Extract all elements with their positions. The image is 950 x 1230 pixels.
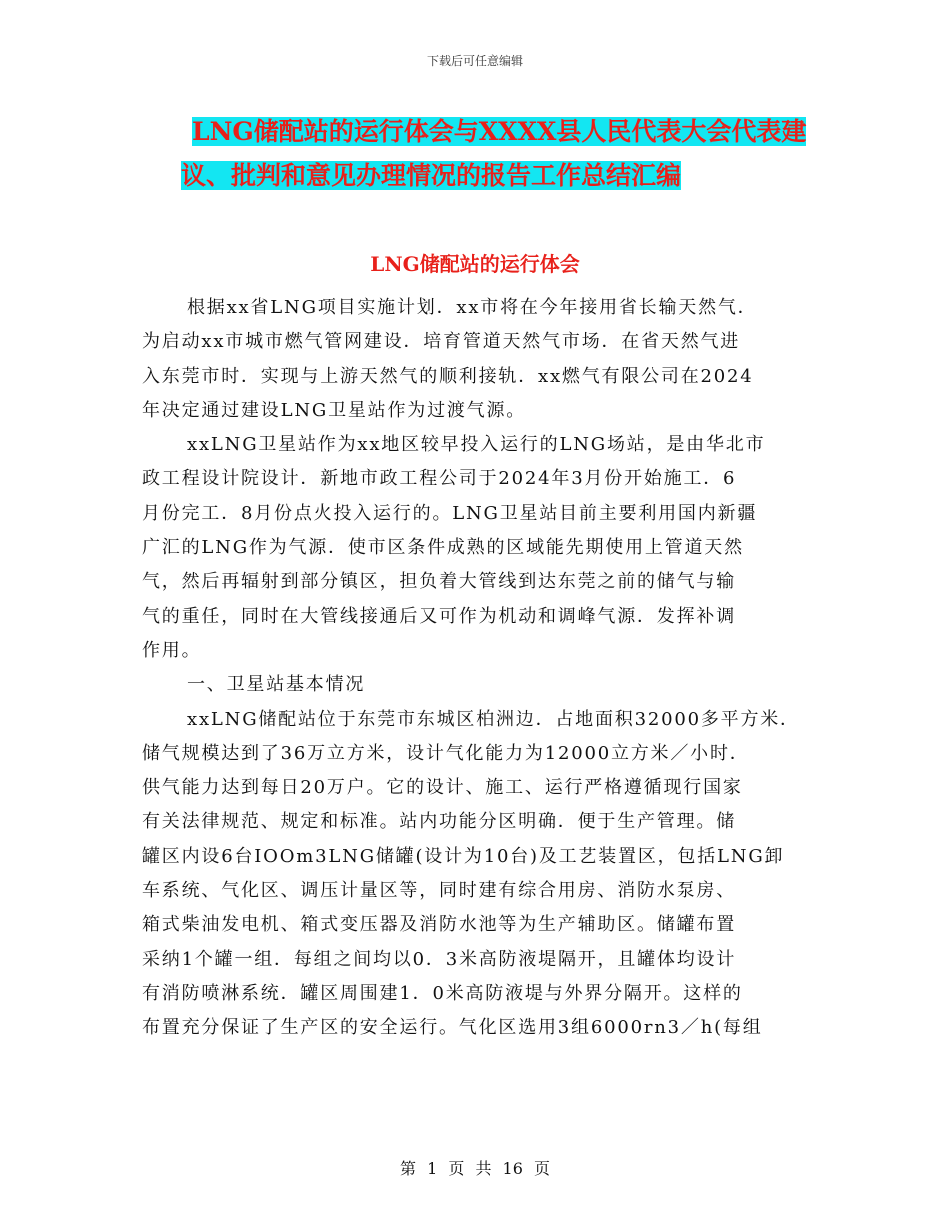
title-highlight-2: 议、批判和意见办理情况的报告工作总结汇编 [181, 161, 682, 190]
document-title [140, 110, 840, 198]
paragraph-line: 气，然后再辐射到部分镇区，担负着大管线到达东莞之前的储气与输 [142, 571, 736, 593]
body-text [142, 291, 807, 1046]
paragraph-line: 储气规模达到了36万立方米，设计气化能力为12000立方米／小时． [142, 742, 750, 764]
section-title: LNG储配站的运行体会 [370, 252, 580, 276]
paragraph-line: 入东莞市时．实现与上游天然气的顺利接轨．xx燃气有限公司在2024 [142, 365, 754, 387]
paragraph-line: 布置充分保证了生产区的安全运行。气化区选用3组6000rn3／h(每组 [142, 1017, 763, 1039]
paragraph-line: 月份完工．8月份点火投入运行的。LNG卫星站目前主要利用国内新疆 [142, 502, 758, 524]
document-title-line-2 [140, 154, 840, 198]
subsection-heading: 一、卫星站基本情况 [187, 674, 366, 696]
paragraph-line: 供气能力达到每日20万户。它的设计、施工、运行严格遵循现行国家 [142, 777, 743, 799]
paragraph-line: 有关法律规范、规定和标准。站内功能分区明确．便于生产管理。储 [142, 811, 736, 833]
paragraph-line: 作用。 [142, 639, 202, 661]
paragraph-line: 车系统、气化区、调压计量区等，同时建有综合用房、消防水泵房、 [142, 880, 736, 902]
paragraph-line: 为启动xx市城市燃气管网建设．培育管道天然气市场．在省天然气进 [142, 331, 741, 353]
document-title-line-1 [140, 110, 840, 154]
paragraph-line: 气的重任，同时在大管线接通后又可作为机动和调峰气源．发挥补调 [142, 605, 736, 627]
paragraph-line: xxLNG储配站位于东莞市东城区柏洲边．占地面积32000多平方米． [187, 708, 800, 730]
paragraph-line: 采纳1个罐一组．每组之间均以0．3米高防液堤隔开，且罐体均设计 [142, 948, 737, 970]
page-header: 下载后可任意编辑 [426, 54, 523, 68]
paragraph-line: 政工程设计院设计．新地市政工程公司于2024年3月份开始施工．6 [142, 468, 737, 490]
page-footer: 第 1 页 共 16 页 [400, 1159, 550, 1178]
title-highlight-1: LNG储配站的运行体会与XXXX县人民代表大会代表建 [192, 117, 807, 146]
paragraph-line: 有消防喷淋系统．罐区周围建1．0米高防液堤与外界分隔开。这样的 [142, 982, 743, 1004]
paragraph-line: 广汇的LNG作为气源．使市区条件成熟的区域能先期使用上管道天然 [142, 537, 744, 559]
paragraph-line: 根据xx省LNG项目实施计划．xx市将在今年接用省长输天然气． [187, 297, 758, 318]
paragraph-line: 年决定通过建设LNG卫星站作为过渡气源。 [142, 399, 527, 421]
paragraph-line: 箱式柴油发电机、箱式变压器及消防水池等为生产辅助区。储罐布置 [142, 914, 736, 936]
paragraph-line: 罐区内设6台IOOm3LNG储罐(设计为10台)及工艺装置区，包括LNG卸 [142, 845, 785, 867]
paragraph-line: xxLNG卫星站作为xx地区较早投入运行的LNG场站，是由华北市 [187, 434, 766, 456]
